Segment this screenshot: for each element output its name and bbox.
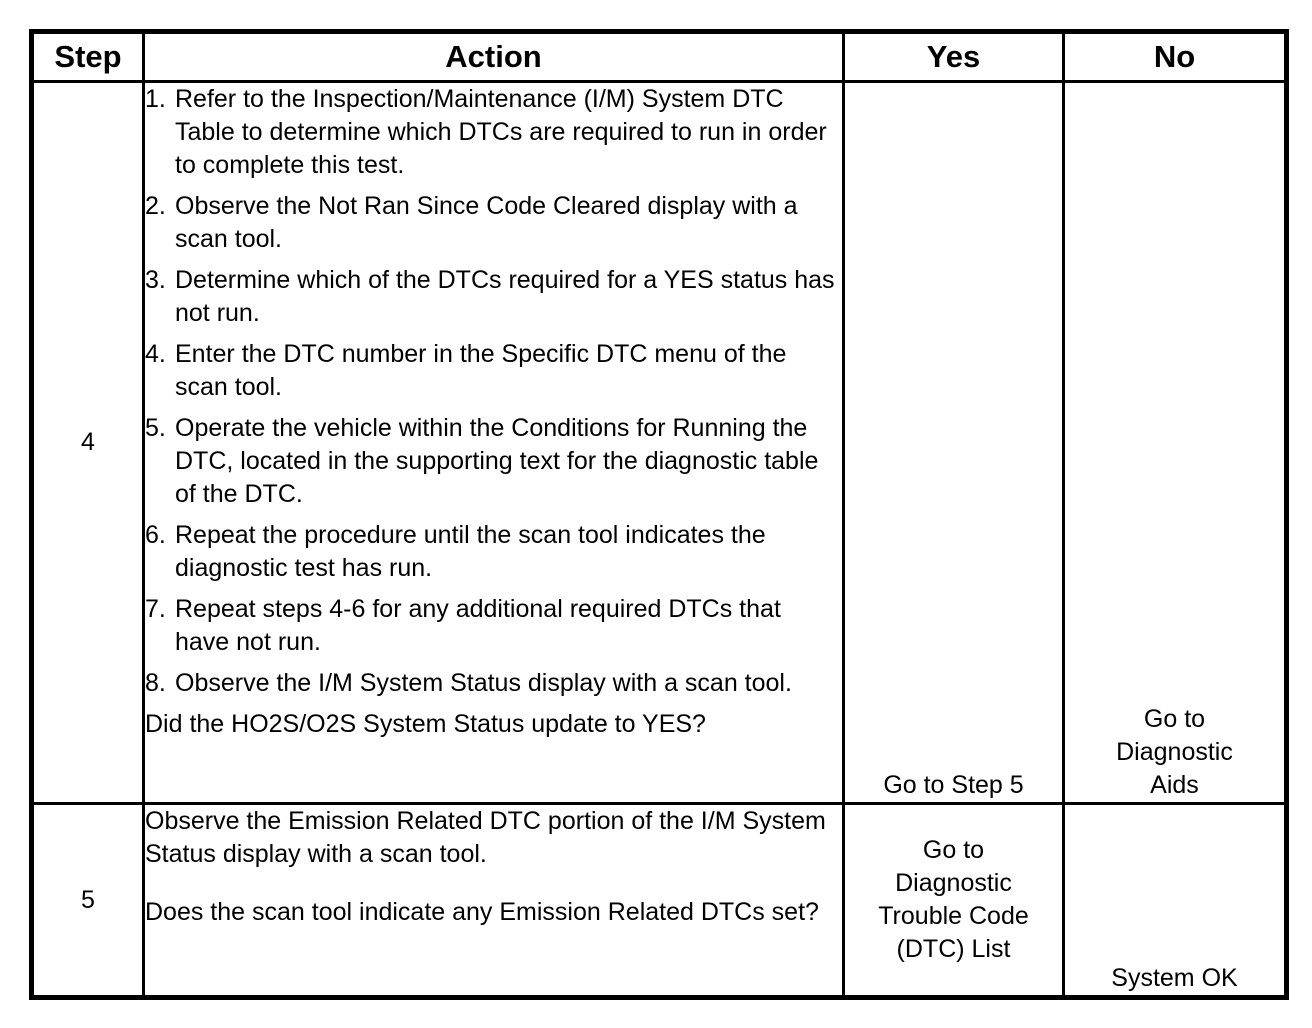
list-item [145, 190, 842, 256]
action-cell [144, 82, 844, 804]
item-text: Determine which of the DTCs required for a YES status has not run. [175, 266, 835, 327]
item-number: 7. [145, 595, 166, 623]
step-number: 4 [32, 82, 144, 804]
item-text: Repeat steps 4-6 for any additional required DTCs that have not run. [175, 595, 781, 656]
list-item [145, 83, 842, 182]
header-step: Step [32, 32, 144, 82]
diagnostic-table [29, 29, 1289, 1000]
header-row [32, 32, 1287, 82]
item-text: Observe the Not Ran Since Code Cleared display with a scan tool. [175, 192, 798, 253]
procedure-list [145, 83, 842, 700]
item-text: Refer to the Inspection/Maintenance (I/M) System DTC Table to determine which DTCs are required to run in order to complete this test. [175, 85, 827, 179]
yes-result: Go to Step 5 [844, 82, 1064, 804]
yes-result-line: Trouble Code [878, 902, 1029, 930]
list-item [145, 338, 842, 404]
question-text: Did the HO2S/O2S System Status update to YES? [145, 710, 706, 738]
yes-result-line: Go to [922, 836, 985, 864]
step-number: 5 [32, 804, 144, 998]
table-row [32, 804, 1287, 998]
item-text: Repeat the procedure until the scan tool indicates the diagnostic test has run. [175, 521, 766, 582]
header-action: Action [144, 32, 844, 82]
item-number: 3. [145, 266, 166, 294]
yes-result-line: Diagnostic [895, 869, 1012, 897]
item-number: 4. [145, 340, 166, 368]
item-number: 1. [145, 85, 166, 113]
no-result-line: Aids [1150, 771, 1199, 799]
instruction-text: Observe the Emission Related DTC portion of the I/M System Status display with a scan tool. [145, 807, 826, 868]
yes-result-line: (DTC) List [896, 935, 1011, 963]
header-no: No [1064, 32, 1287, 82]
table-row [32, 82, 1287, 804]
no-result: System OK [1064, 804, 1287, 998]
yes-result [844, 804, 1064, 998]
item-text: Observe the I/M System Status display with a scan tool. [175, 669, 792, 697]
list-item [145, 519, 842, 585]
item-text: Operate the vehicle within the Conditions for Running the DTC, located in the supporting text for the diagnostic table of the DTC. [175, 414, 819, 508]
item-text: Enter the DTC number in the Specific DTC menu of the scan tool. [175, 340, 787, 401]
question-text: Does the scan tool indicate any Emission Related DTCs set? [145, 898, 819, 926]
list-item [145, 412, 842, 511]
action-cell [144, 804, 844, 998]
item-number: 2. [145, 192, 166, 220]
list-item [145, 593, 842, 659]
list-item [145, 264, 842, 330]
item-number: 6. [145, 521, 166, 549]
item-number: 8. [145, 669, 166, 697]
item-number: 5. [145, 414, 166, 442]
no-result-line: Diagnostic [1116, 738, 1233, 766]
header-yes: Yes [844, 32, 1064, 82]
no-result-line: Go to [1143, 705, 1206, 733]
list-item [145, 667, 842, 700]
no-result [1064, 82, 1287, 804]
